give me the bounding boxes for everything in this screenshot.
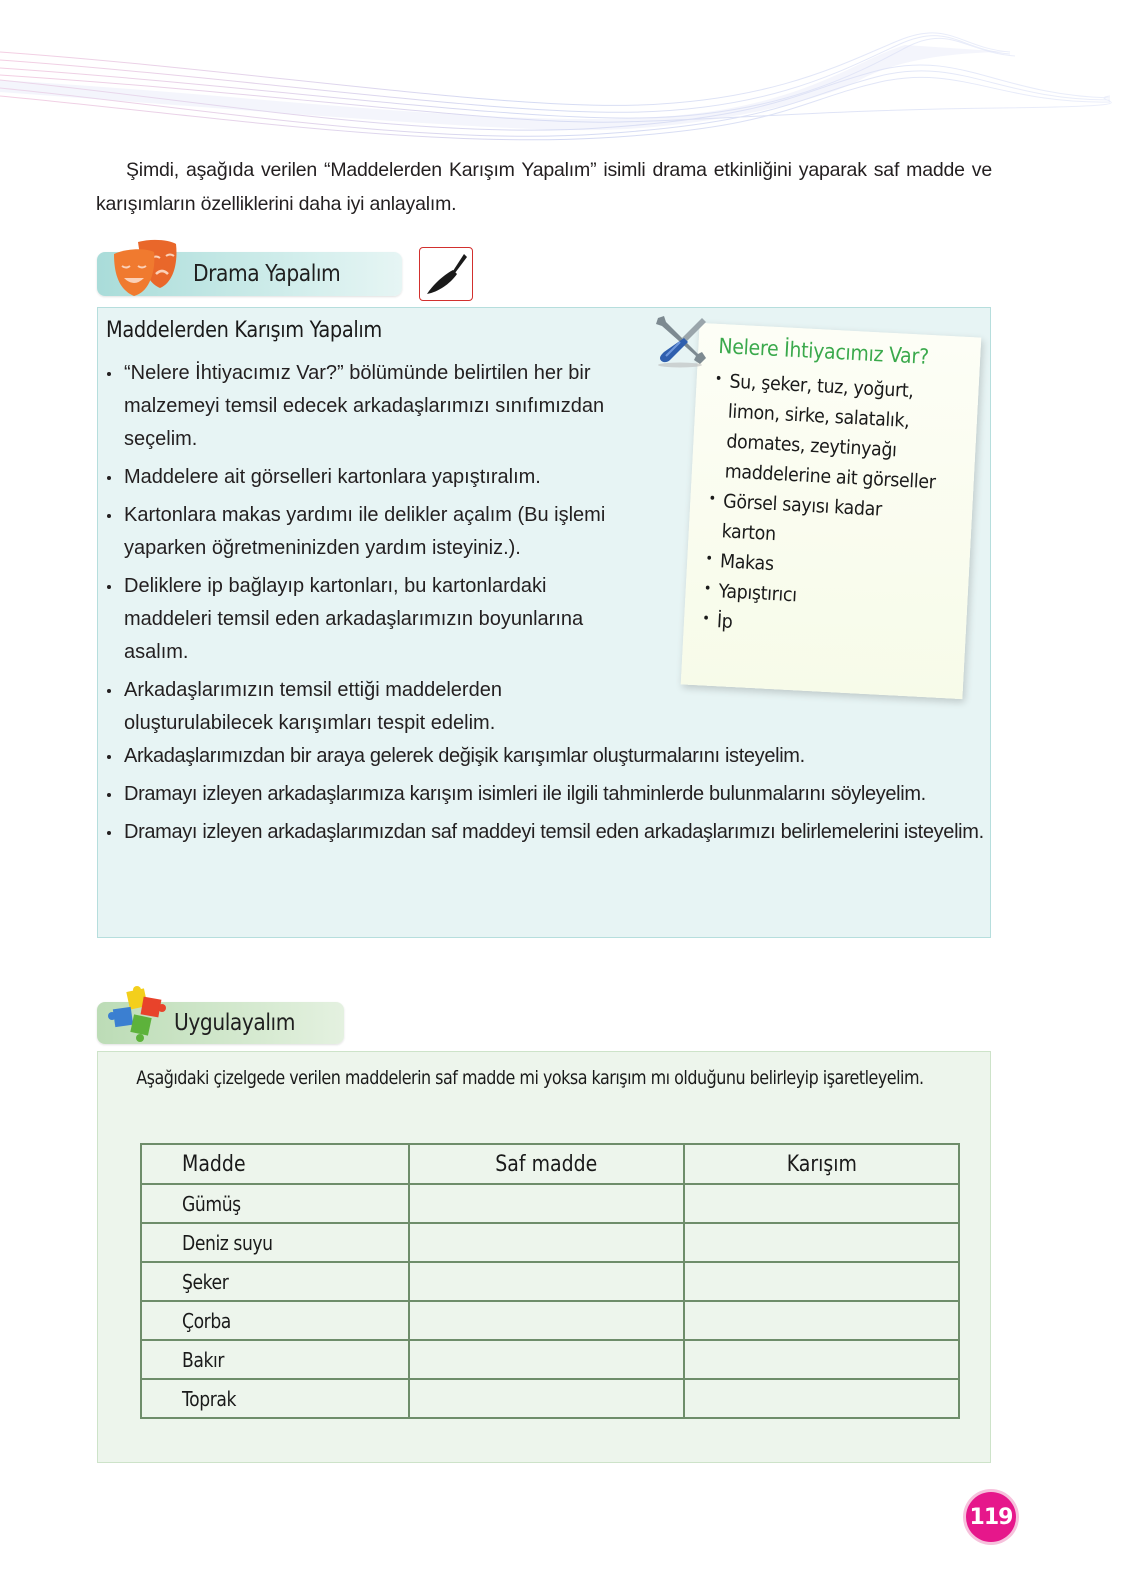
drama-steps-list-continued <box>106 740 996 854</box>
apply-instruction <box>106 1057 938 1099</box>
pure-substance-checkbox-cell[interactable] <box>409 1223 684 1262</box>
column-header-mixture: Karışım <box>684 1144 959 1184</box>
drama-step: Arkadaşlarımızın temsil ettiği maddelerden oluşturulabilecek karışımları tespit edelim. <box>106 674 634 740</box>
table-row <box>141 1379 959 1418</box>
puzzle-icon <box>106 986 168 1042</box>
column-header-substance: Madde <box>141 1144 409 1184</box>
pure-substance-checkbox-cell[interactable] <box>409 1340 684 1379</box>
drama-steps-list <box>106 357 634 745</box>
apply-section-title: Uygulayalım <box>174 1010 295 1036</box>
drama-step: Kartonlara makas yardımı ile delikler açalım (Bu işlemi yaparken öğretmeninizden yardım isteyiniz.). <box>106 499 634 565</box>
table-row <box>141 1262 959 1301</box>
substance-classification-table <box>140 1143 960 1419</box>
table-row <box>141 1223 959 1262</box>
safety-warning-knife <box>419 247 473 301</box>
table-row <box>141 1301 959 1340</box>
mixture-checkbox-cell[interactable] <box>684 1301 959 1340</box>
substance-cell: Çorba <box>141 1301 409 1340</box>
drama-step: Arkadaşlarımızdan bir araya gelerek değişik karışımlar oluşturmalarını isteyelim. <box>106 740 996 773</box>
drama-step: Maddelere ait görselleri kartonlara yapıştıralım. <box>106 461 634 494</box>
needs-item: Görsel sayısı kadar karton <box>708 486 937 558</box>
intro-paragraph <box>96 153 992 221</box>
substance-cell: Bakır <box>141 1340 409 1379</box>
substance-cell: Toprak <box>141 1379 409 1418</box>
mixture-checkbox-cell[interactable] <box>684 1262 959 1301</box>
mixture-checkbox-cell[interactable] <box>684 1184 959 1223</box>
drama-step: “Nelere İhtiyacımız Var?” bölümünde belirtilen her bir malzemeyi temsil edecek arkadaşlarımızı sınıfımızdan seçelim. <box>106 357 634 456</box>
mixture-checkbox-cell[interactable] <box>684 1223 959 1262</box>
pure-substance-checkbox-cell[interactable] <box>409 1301 684 1340</box>
substance-cell: Gümüş <box>141 1184 409 1223</box>
needs-item: İp <box>703 606 931 648</box>
header-wave-decoration <box>0 0 1123 150</box>
drama-step: Dramayı izleyen arkadaşlarımızdan saf maddeyi temsil eden arkadaşlarımızı belirlemelerini isteyelim. <box>106 816 996 849</box>
pure-substance-checkbox-cell[interactable] <box>409 1262 684 1301</box>
theater-masks-icon <box>112 236 178 298</box>
page-number-badge: 119 <box>966 1492 1016 1542</box>
substance-cell: Şeker <box>141 1262 409 1301</box>
drama-step: Deliklere ip bağlayıp kartonları, bu kartonlardaki maddeleri temsil eden arkadaşlarımızın boyunlarına asalım. <box>106 570 634 669</box>
substance-cell: Deniz suyu <box>141 1223 409 1262</box>
column-header-pure-substance: Saf madde <box>409 1144 684 1184</box>
table-header-row <box>141 1144 959 1184</box>
pure-substance-checkbox-cell[interactable] <box>409 1184 684 1223</box>
tools-icon <box>650 312 708 370</box>
needs-item: Makas <box>706 546 934 588</box>
needs-list <box>703 366 963 649</box>
mixture-checkbox-cell[interactable] <box>684 1340 959 1379</box>
table-row <box>141 1340 959 1379</box>
mixture-checkbox-cell[interactable] <box>684 1379 959 1418</box>
needs-item: Yapıştırıcı <box>705 576 933 618</box>
apply-instruction-text: Aşağıdaki çizelgede verilen maddelerin saf madde mi yoksa karışım mı olduğunu belirleyip işaretleyelim. <box>136 1067 924 1089</box>
drama-step: Dramayı izleyen arkadaşlarımıza karışım isimleri ile ilgili tahminlerde bulunmalarını söyleyelim. <box>106 778 996 811</box>
knife-icon <box>420 248 472 300</box>
intro-text: Şimdi, aşağıda verilen “Maddelerden Karışım Yapalım” isimli drama etkinliğini yaparak saf madde ve karışımların özelliklerini daha iyi anlayalım. <box>96 159 992 215</box>
needs-item: Su, şeker, tuz, yoğurt, limon, sirke, salatalık, domates, zeytinyağı maddelerine ait görseller <box>711 366 943 498</box>
drama-activity-title: Maddelerden Karışım Yapalım <box>106 318 382 343</box>
needs-note-card <box>681 323 982 699</box>
needs-title: Nelere İhtiyacımız Var? <box>717 333 930 369</box>
pure-substance-checkbox-cell[interactable] <box>409 1379 684 1418</box>
drama-section-title: Drama Yapalım <box>193 261 341 287</box>
table-row <box>141 1184 959 1223</box>
